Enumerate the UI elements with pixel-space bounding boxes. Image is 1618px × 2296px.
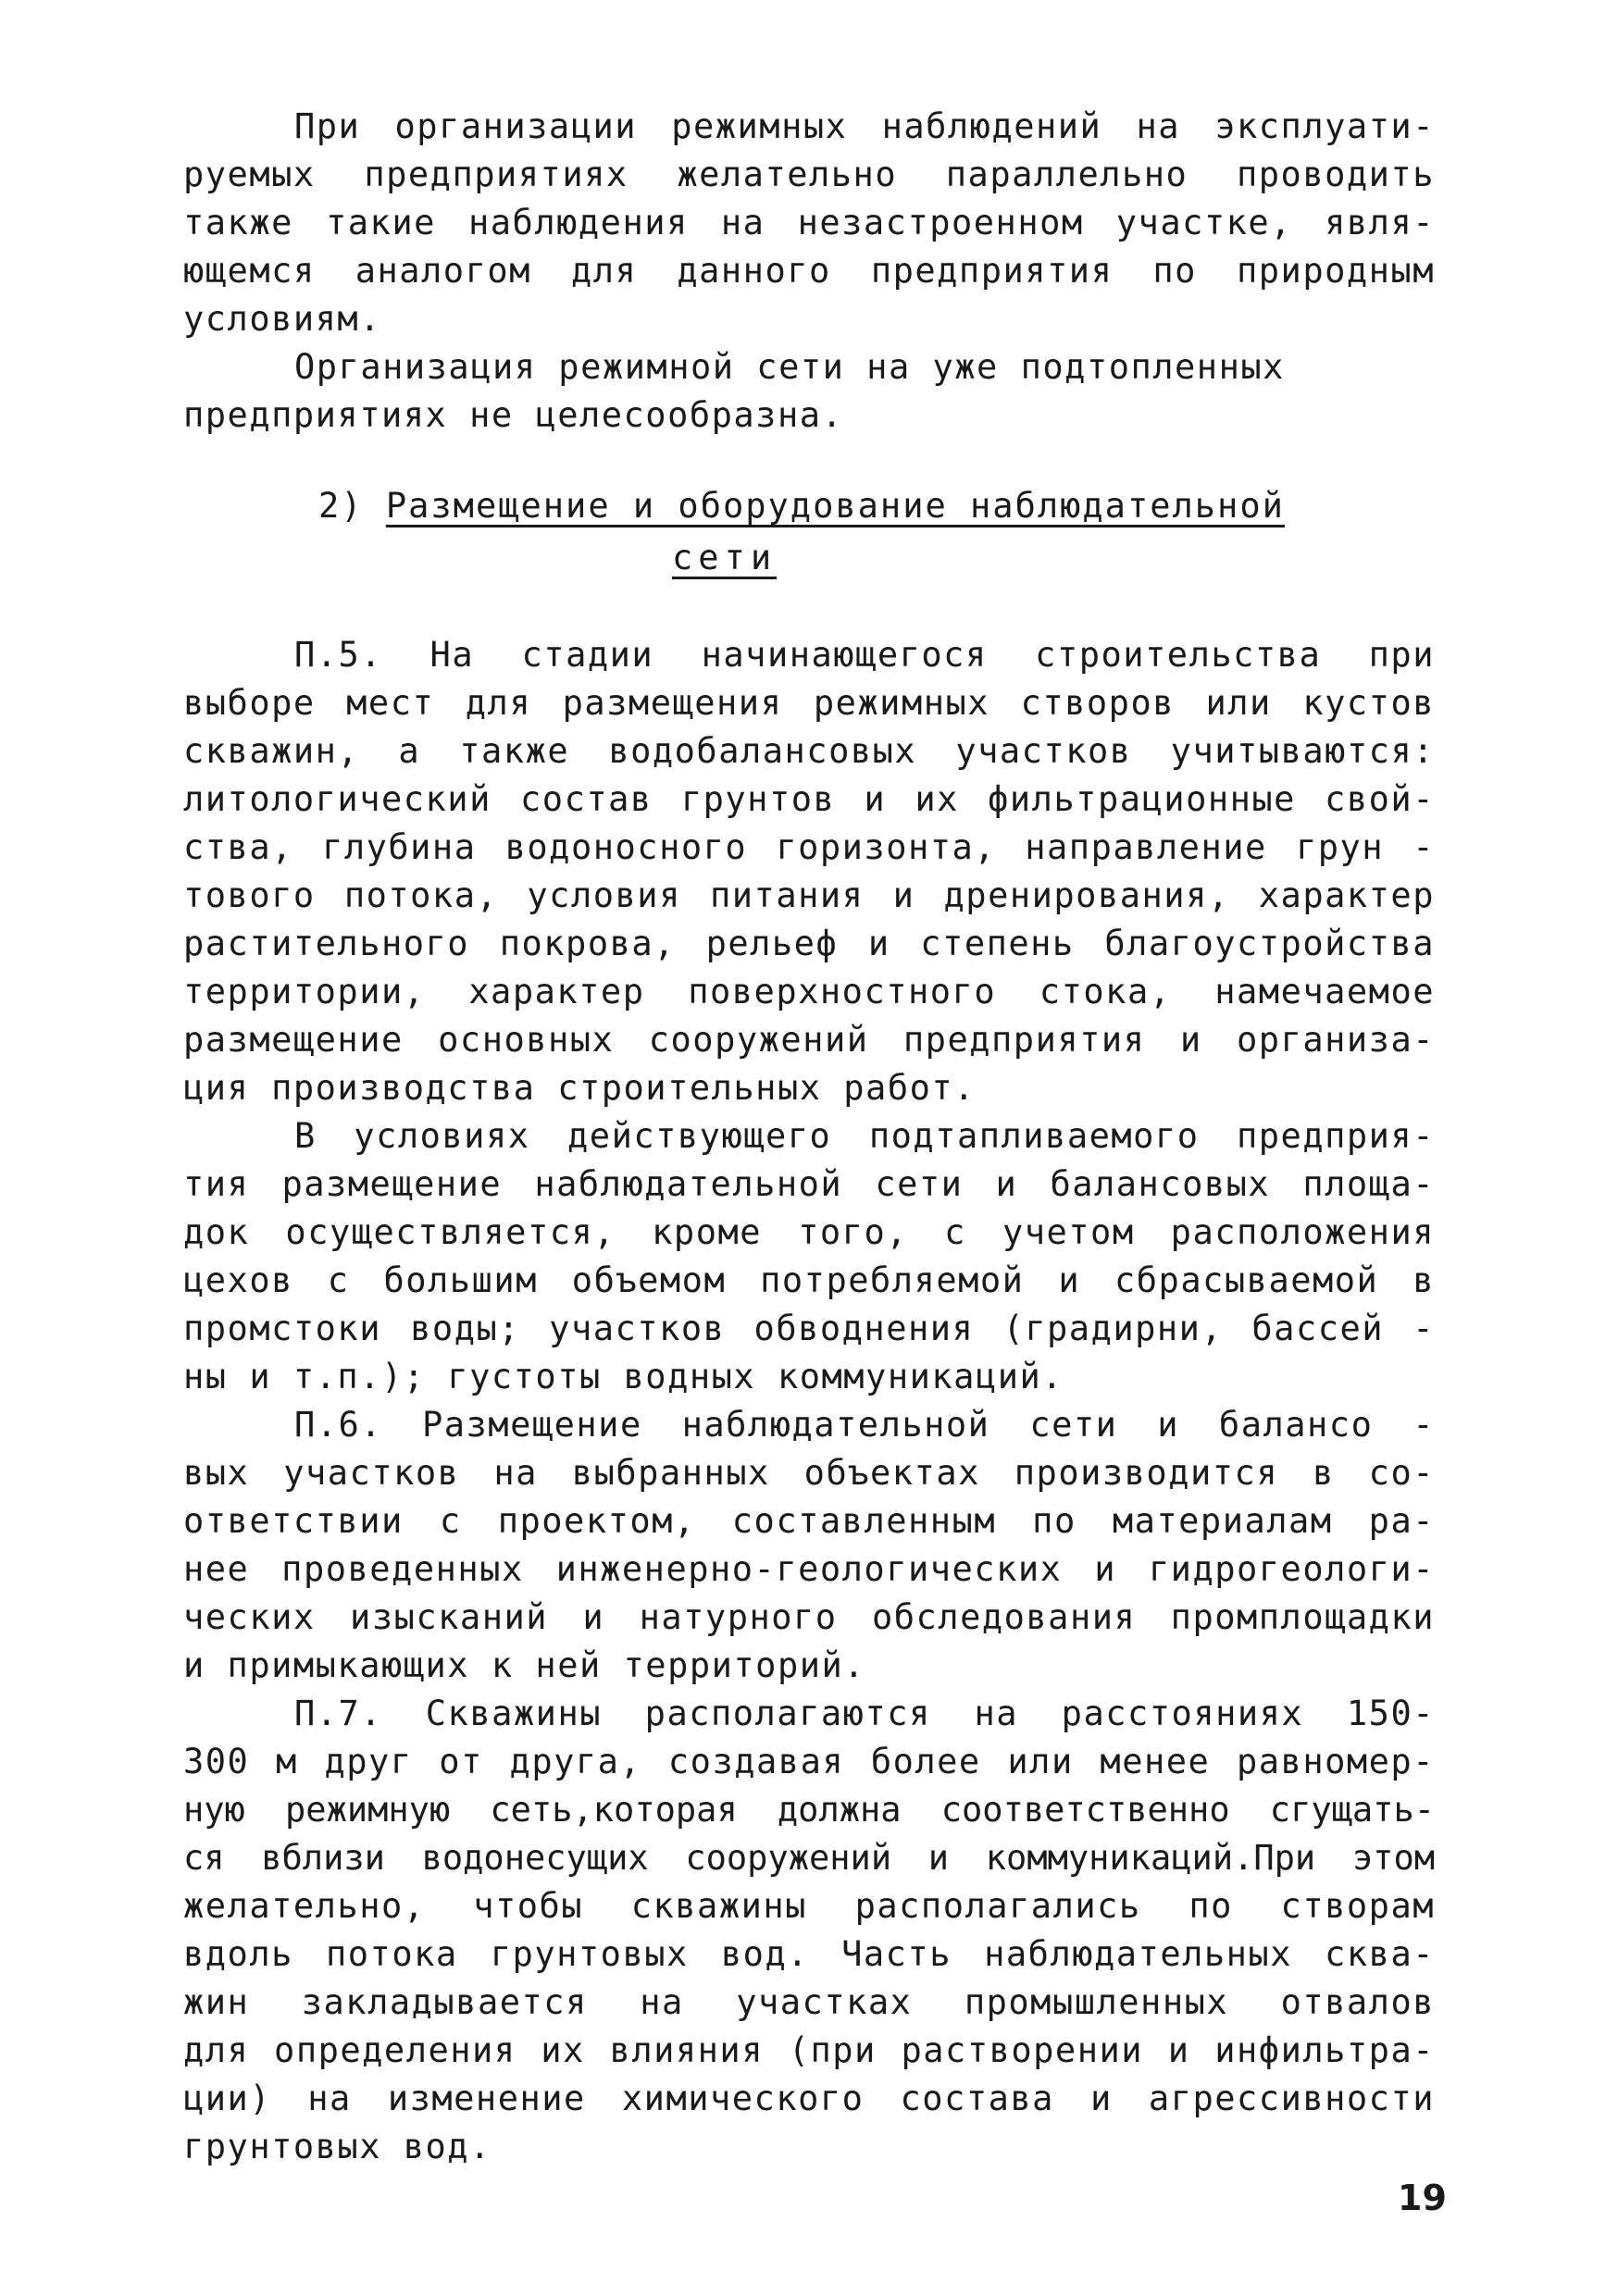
- text-line: ющемся аналогом для данного предприятия по природным: [183, 251, 1435, 291]
- text-line: 300 м друг от друга, создавая более или менее равномер-: [183, 1742, 1435, 1781]
- text-line: для определения их влияния (при растворении и инфильтра-: [183, 2030, 1435, 2070]
- text-line: тия размещение наблюдательной сети и балансовых площа-: [183, 1164, 1435, 1204]
- text-line: литологический состав грунтов и их фильтрационные свой-: [183, 779, 1435, 819]
- text-line: нее проведенных инженерно-геологических и гидрогеологи-: [183, 1549, 1435, 1589]
- text-line: цехов с большим объемом потребляемой и сбрасываемой в: [183, 1260, 1435, 1300]
- text-line: также такие наблюдения на незастроенном участке, явля-: [183, 203, 1435, 242]
- section-number: 2): [318, 486, 364, 526]
- text-line: промстоки воды; участков обводнения (градирни, бассей -: [183, 1309, 1435, 1348]
- text-line: ся вблизи водонесущих сооружений и коммуникаций.При этом: [183, 1838, 1435, 1878]
- text-line: жин закладывается на участках промышленных отвалов: [183, 1982, 1435, 2022]
- text-line: и примыкающих к ней территорий.: [183, 1645, 866, 1685]
- page-number: 19: [1398, 2178, 1447, 2218]
- section-title-line2: сети: [672, 538, 778, 577]
- text-line: предприятиях не целесообразна.: [183, 395, 844, 435]
- text-line: вых участков на выбранных объектах производится в со-: [183, 1453, 1435, 1493]
- text-line: П.6. Размещение наблюдательной сети и балансо -: [294, 1405, 1435, 1445]
- text-line: руемых предприятиях желательно параллельно проводить: [183, 155, 1435, 194]
- text-line: ческих изысканий и натурного обследования промплощадки: [183, 1597, 1435, 1637]
- section-heading: [318, 483, 1285, 529]
- text-line: В условиях действующего подтапливаемого предприя-: [294, 1116, 1435, 1156]
- text-line: ны и т.п.); густоты водных коммуникаций.: [183, 1357, 1064, 1396]
- text-line: грунтовых вод.: [183, 2127, 492, 2166]
- section-heading-continuation: [672, 535, 777, 581]
- text-line: размещение основных сооружений предприятия и организа-: [183, 1020, 1435, 1060]
- text-line: ства, глубина водоносного горизонта, направление грун -: [183, 827, 1435, 867]
- text-line: территории, характер поверхностного стока, намечаемое: [183, 972, 1435, 1011]
- text-line: растительного покрова, рельеф и степень благоустройства: [183, 924, 1435, 963]
- text-line: выборе мест для размещения режимных створов или кустов: [183, 683, 1435, 723]
- text-line: желательно, чтобы скважины располагались по створам: [183, 1886, 1435, 1926]
- text-line: вдоль потока грунтовых вод. Часть наблюдательных сква-: [183, 1934, 1435, 1974]
- text-line: Организация режимной сети на уже подтопленных: [294, 347, 1285, 387]
- text-line: скважин, а также водобалансовых участков учитываются:: [183, 731, 1435, 771]
- text-line: ции) на изменение химического состава и агрессивности: [183, 2079, 1435, 2118]
- text-line: тового потока, условия питания и дренирования, характер: [183, 875, 1435, 915]
- text-line: ция производства строительных работ.: [183, 1068, 976, 1108]
- text-line: П.7. Скважины располагаются на расстояниях 150-: [294, 1694, 1435, 1733]
- text-line: док осуществляется, кроме того, с учетом расположения: [183, 1212, 1435, 1252]
- text-line: При организации режимных наблюдений на эксплуати-: [294, 106, 1435, 146]
- text-line: П.5. На стадии начинающегося строительства при: [294, 635, 1435, 675]
- text-line: ответствии с проектом, составленным по материалам ра-: [183, 1501, 1435, 1541]
- section-title: Размещение и оборудование наблюдательной: [385, 486, 1285, 526]
- text-line: условиям.: [183, 299, 381, 339]
- text-line: ную режимную сеть,которая должна соответственно сгущать-: [183, 1790, 1435, 1830]
